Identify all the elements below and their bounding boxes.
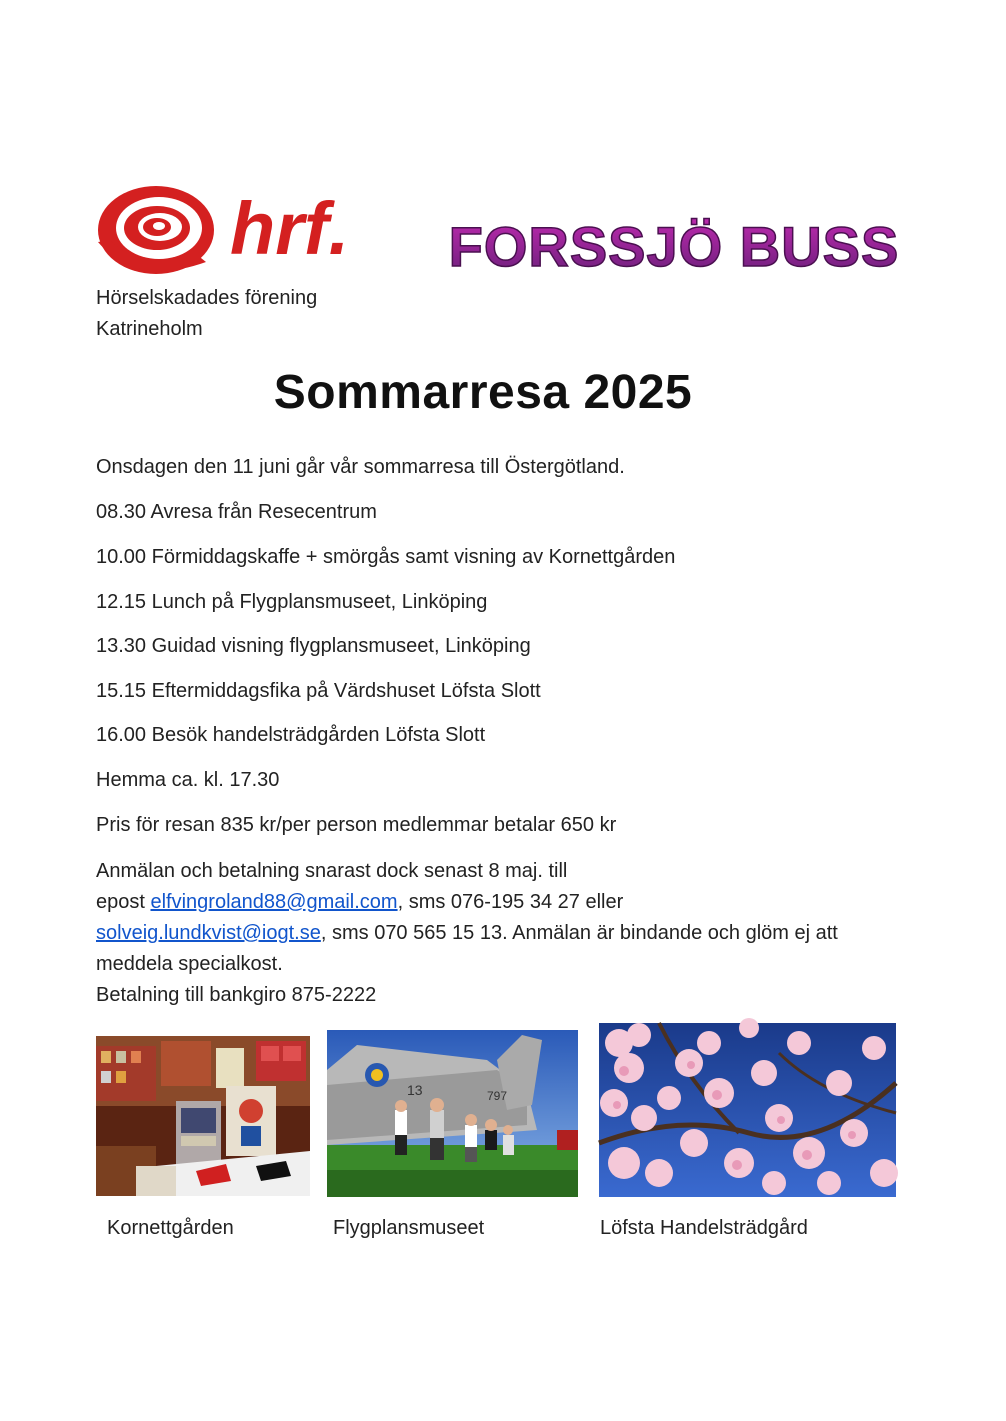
- photo-lofsta-handelstradgard: [599, 1023, 896, 1197]
- photo-flygplansmuseet: [327, 1030, 578, 1197]
- itinerary-item: 10.00 Förmiddagskaffe + smörgås samt visning av Kornettgården: [96, 546, 676, 568]
- svg-text:13: 13: [407, 1082, 423, 1098]
- forssjo-buss-logo: [448, 210, 900, 280]
- email-link-roland[interactable]: elfvingroland88@gmail.com: [150, 891, 398, 913]
- epost-label: epost: [96, 891, 151, 913]
- contact-info: [96, 856, 916, 1011]
- org-name-line2: Katrineholm: [96, 318, 203, 340]
- sms-text-2: , sms 070 565 15 13. Anmälan är bindande och glöm ej att: [320, 922, 838, 944]
- hrf-swirl-icon: [98, 186, 214, 274]
- bankgiro-line: Betalning till bankgiro 875-2222: [96, 984, 377, 1006]
- itinerary-item: 13.30 Guidad visning flygplansmuseet, Linköping: [96, 635, 531, 657]
- page-title: Sommarresa 2025: [273, 366, 693, 419]
- hrf-logo-text: hrf.: [230, 187, 350, 270]
- email-link-solveig[interactable]: solveig.lundkvist@iogt.se: [96, 922, 321, 944]
- itinerary-item: 12.15 Lunch på Flygplansmuseet, Linköping: [96, 591, 488, 613]
- price-info: Pris för resan 835 kr/per person medlemmar betalar 650 kr: [96, 814, 617, 836]
- contact-line4: meddela specialkost.: [96, 953, 283, 975]
- return-time: Hemma ca. kl. 17.30: [96, 769, 280, 791]
- svg-text:797: 797: [487, 1089, 508, 1103]
- caption-lofsta: Löfsta Handelsträdgård: [600, 1217, 808, 1239]
- sms-text-1: , sms 076-195 34 27 eller: [397, 891, 624, 913]
- org-name-line1: Hörselskadades förening: [96, 287, 318, 309]
- itinerary-item: 08.30 Avresa från Resecentrum: [96, 501, 377, 523]
- photo-kornettgarden: [96, 1036, 310, 1196]
- itinerary-intro: Onsdagen den 11 juni går vår sommarresa till Östergötland.: [96, 456, 625, 478]
- contact-line3: [96, 918, 916, 949]
- hrf-logo: [96, 182, 368, 280]
- caption-kornettgarden: Kornettgården: [107, 1217, 234, 1239]
- itinerary-item: 15.15 Eftermiddagsfika på Värdshuset Löfsta Slott: [96, 680, 541, 702]
- contact-line1: Anmälan och betalning snarast dock senast 8 maj. till: [96, 860, 568, 882]
- itinerary-item: 16.00 Besök handelsträdgården Löfsta Slott: [96, 724, 486, 746]
- caption-flygplansmuseet: Flygplansmuseet: [333, 1217, 485, 1239]
- contact-line2: [96, 887, 916, 918]
- forssjo-buss-logo-text: FORSSJÖ BUSS: [448, 215, 900, 278]
